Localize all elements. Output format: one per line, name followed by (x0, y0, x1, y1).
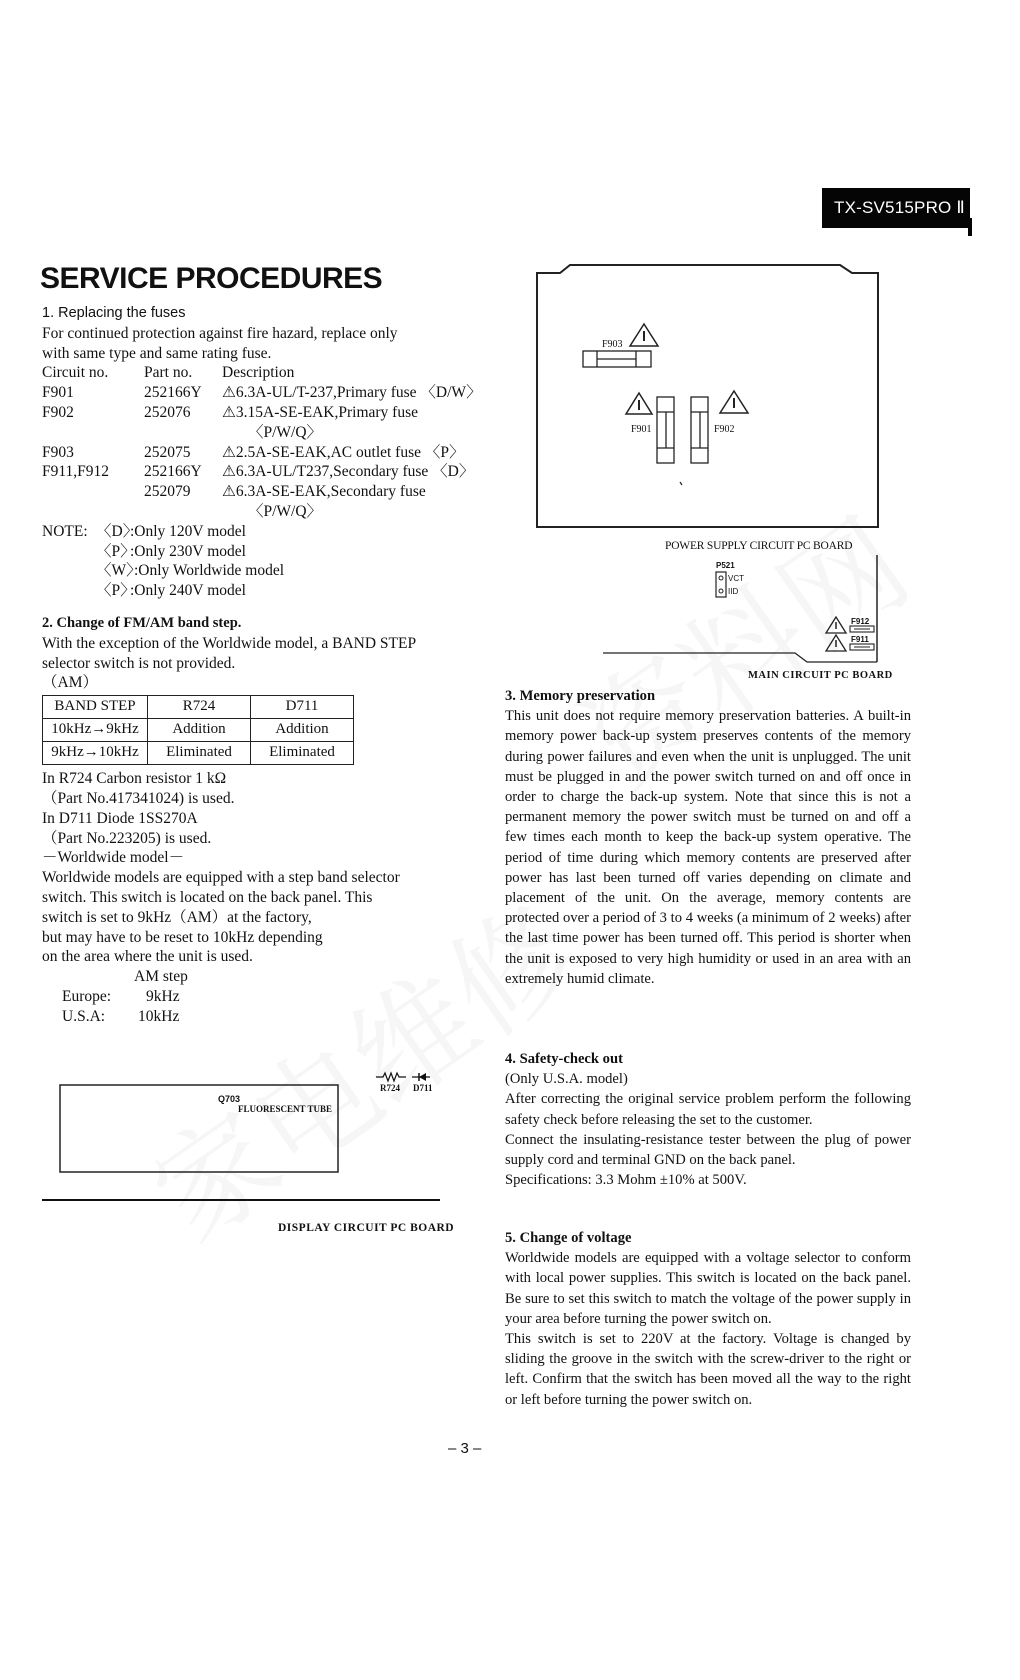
section2-line: switch is set to 9kHz（AM）at the factory, (42, 908, 312, 926)
table-cell: Addition (251, 719, 354, 742)
fuse-part-no: 252079 (144, 483, 191, 501)
am-step-header: AM step (134, 968, 188, 986)
am-region: Europe: (62, 987, 112, 1005)
f911-label: F911 (851, 635, 869, 644)
table-header-row (43, 696, 354, 719)
section2-line: In R724 Carbon resistor 1 kΩ (42, 770, 227, 788)
note-row (42, 542, 482, 562)
fuse-description: ⚠2.5A-SE-EAK,AC outlet fuse 〈P〉 (222, 443, 465, 461)
fuse-circuit-no: F901 (42, 384, 74, 402)
fuse-part-no: 252166Y (144, 384, 202, 402)
note-text: :Only 120V model (130, 522, 246, 540)
am-value: 10kHz (138, 1007, 180, 1025)
fuse-description: ⚠6.3A-SE-EAK,Secondary fuse (222, 483, 426, 501)
table-header: D711 (251, 696, 354, 719)
f902-label: F902 (714, 424, 735, 435)
fuse-table-row (42, 482, 482, 502)
r724-label: R724 (380, 1083, 400, 1093)
fuse-description: ⚠3.15A-SE-EAK,Primary fuse (222, 403, 418, 421)
note-row (42, 581, 482, 601)
fuse-circuit-no (42, 482, 144, 502)
p521-connector-icon (716, 572, 726, 597)
diode-icon (412, 1073, 430, 1081)
d711-label: D711 (413, 1083, 433, 1093)
table-cell: Eliminated (148, 742, 251, 765)
stray-mark (680, 482, 682, 485)
main-board-edge (603, 653, 877, 662)
fuse-description: ⚠6.3A-UL/T237,Secondary fuse 〈D〉 (222, 463, 475, 481)
section1 (42, 304, 482, 601)
vct-label: VCT (728, 574, 744, 583)
note-code: 〈D〉 (96, 522, 139, 540)
power-board-outline (537, 265, 878, 527)
section5-para2: This switch is set to 220V at the factory. Voltage is changed by sliding the groove in the switch with the screw-driver to the right or left. Confirm that the switch has been moved all the way to the right or left before turning the power switch on. (505, 1331, 911, 1408)
section2-line: but may have to be reset to 10kHz depending (42, 928, 323, 946)
f903-label: F903 (602, 339, 623, 350)
warning-icon (720, 391, 748, 413)
fuse-part-no: 252166Y (144, 463, 202, 481)
am-value: 9kHz (146, 987, 180, 1005)
f901-label: F901 (631, 424, 652, 435)
am-step-row (42, 1007, 416, 1027)
fuse-circuit-no: F903 (42, 443, 74, 461)
warning-icon (630, 324, 658, 346)
section4-spec: Specifications: 3.3 Mohm ±10% at 500V. (505, 1172, 747, 1189)
section2-line: －Worldwide model－ (42, 849, 185, 867)
section5 (505, 1228, 911, 1410)
page-number: – 3 – (448, 1440, 482, 1457)
fuse-f912-icon (850, 626, 874, 632)
section2-line: （Part No.417341024) is used. (42, 789, 235, 807)
fuse-table-row (42, 383, 482, 403)
section1-heading: 1. Replacing the fuses (42, 305, 186, 321)
band-table-caption: （AM） (42, 674, 98, 692)
am-region: U.S.A: (62, 1007, 106, 1025)
section3 (505, 686, 911, 989)
fuse-table-header (42, 363, 482, 383)
table-row (43, 742, 354, 765)
note-row (42, 522, 482, 542)
section2-line: （Part No.223205) is used. (42, 829, 212, 847)
col-circuit: Circuit no. (42, 364, 109, 382)
section2 (42, 614, 416, 1027)
note-code: 〈P〉 (96, 582, 136, 600)
section4-para2: Connect the insulating-resistance tester between the plug of power supply cord and terminal GND on the back panel. (505, 1131, 911, 1169)
table-header: R724 (148, 696, 251, 719)
model-badge: TX-SV515PRO Ⅱ (822, 188, 970, 228)
fuse-description: ⚠6.3A-UL/T-237,Primary fuse 〈D/W〉 (222, 384, 482, 402)
section3-heading: 3. Memory preservation (505, 688, 656, 704)
table-header: BAND STEP (43, 696, 148, 719)
col-description: Description (222, 364, 295, 382)
table-cell: 9kHz→10kHz (43, 742, 148, 765)
badge-tail (968, 218, 972, 236)
table-cell: Addition (148, 719, 251, 742)
section1-intro-2: with same type and same rating fuse. (42, 344, 272, 362)
power-board-caption: POWER SUPPLY CIRCUIT PC BOARD (665, 540, 853, 552)
fuse-f901-icon (657, 397, 674, 463)
section5-heading: 5. Change of voltage (505, 1230, 632, 1246)
main-board-caption: MAIN CIRCUIT PC BOARD (748, 670, 893, 681)
section3-body: This unit does not require memory preservation batteries. A built-in memory power back-up system preserves contents of the memory during power failures and even when the unit is unplugged. The unit must be plugged in and the power switch turned on and off once in order to charge the back-up system. Note that since this is not a permanent memory the power switch must be turned on and off a few times each month to keep the back-up system operative. The period of time during which memory contents are preserved after power has last been turned off varies depending on climate and placement of the unit. On the average, memory contents are protected over a period of 3 to 4 weeks (a minimum of 2 weeks) after the last time power has been turned off. This period is shorter when the unit is exposed to very high humidity or used in an area with an extremely humid climate. (505, 708, 911, 987)
f912-label: F912 (851, 617, 870, 626)
table-cell: Eliminated (251, 742, 354, 765)
section4-para1: After correcting the original service problem perform the following safety check before releasing the set to the customer. (505, 1091, 911, 1128)
fuse-rows (42, 383, 482, 522)
note-text: :Only 240V model (130, 582, 246, 600)
note-row (42, 561, 482, 581)
band-step-table (42, 695, 354, 765)
section2-line: In D711 Diode 1SS270A (42, 809, 198, 827)
fuse-circuit-no: F902 (42, 403, 74, 421)
note-label: NOTE: (42, 522, 88, 540)
section2-line: on the area where the unit is used. (42, 948, 253, 966)
section2-intro-1: With the exception of the Worldwide model, a BAND STEP (42, 634, 417, 652)
fuse-f911-icon (850, 644, 874, 650)
fuse-table-row-cont: 〈P/W/Q〉 (248, 423, 323, 441)
page-title: SERVICE PROCEDURES (40, 262, 383, 295)
section2-body (42, 769, 416, 967)
table-row (43, 719, 354, 742)
section5-para1: Worldwide models are equipped with a voltage selector to conform with local power supplies. This switch is located on the back panel. Be sure to set this switch to match the voltage of the power supply in your area before turning the power switch on. (505, 1250, 911, 1327)
section2-intro-2: selector switch is not provided. (42, 654, 236, 672)
am-step-row (42, 987, 416, 1007)
warning-icon (826, 617, 846, 633)
display-board-outline (60, 1085, 338, 1172)
section1-intro-1: For continued protection against fire hazard, replace only (42, 324, 398, 342)
p521-label: P521 (716, 561, 735, 570)
fuse-circuit-no: F911,F912 (42, 463, 110, 481)
resistor-icon (376, 1073, 406, 1081)
fluorescent-tube-label: FLUORESCENT TUBE (238, 1104, 332, 1114)
q703-label: Q703 (218, 1094, 241, 1104)
fuse-table-row (42, 462, 482, 482)
iid-label: IID (728, 587, 739, 596)
table-cell: 10kHz→9kHz (43, 719, 148, 742)
display-board-caption: DISPLAY CIRCUIT PC BOARD (278, 1222, 455, 1234)
fuse-table-row-cont: 〈P/W/Q〉 (248, 502, 323, 520)
fuse-f902-icon (691, 397, 708, 463)
fuse-part-no: 252075 (144, 443, 191, 461)
note-code: 〈W〉 (96, 562, 142, 580)
note-text: :Only Worldwide model (134, 562, 285, 580)
fuse-part-no: 252076 (144, 403, 191, 421)
warning-icon (626, 393, 652, 414)
section2-line: switch. This switch is located on the back panel. This (42, 888, 373, 906)
fuse-table-row (42, 403, 482, 423)
note-code: 〈P〉 (96, 542, 136, 560)
fuse-table-row (42, 443, 482, 463)
power-supply-diagram (530, 260, 930, 680)
section4-subheading: (Only U.S.A. model) (505, 1071, 628, 1088)
warning-icon (826, 635, 846, 651)
fuse-f903-icon (583, 351, 651, 367)
section4 (505, 1049, 911, 1190)
note-text: :Only 230V model (130, 542, 246, 560)
section4-heading: 4. Safety-check out (505, 1051, 623, 1067)
section2-heading: 2. Change of FM/AM band step. (42, 615, 242, 631)
col-part: Part no. (144, 364, 193, 382)
section2-line: Worldwide models are equipped with a step band selector (42, 869, 400, 887)
